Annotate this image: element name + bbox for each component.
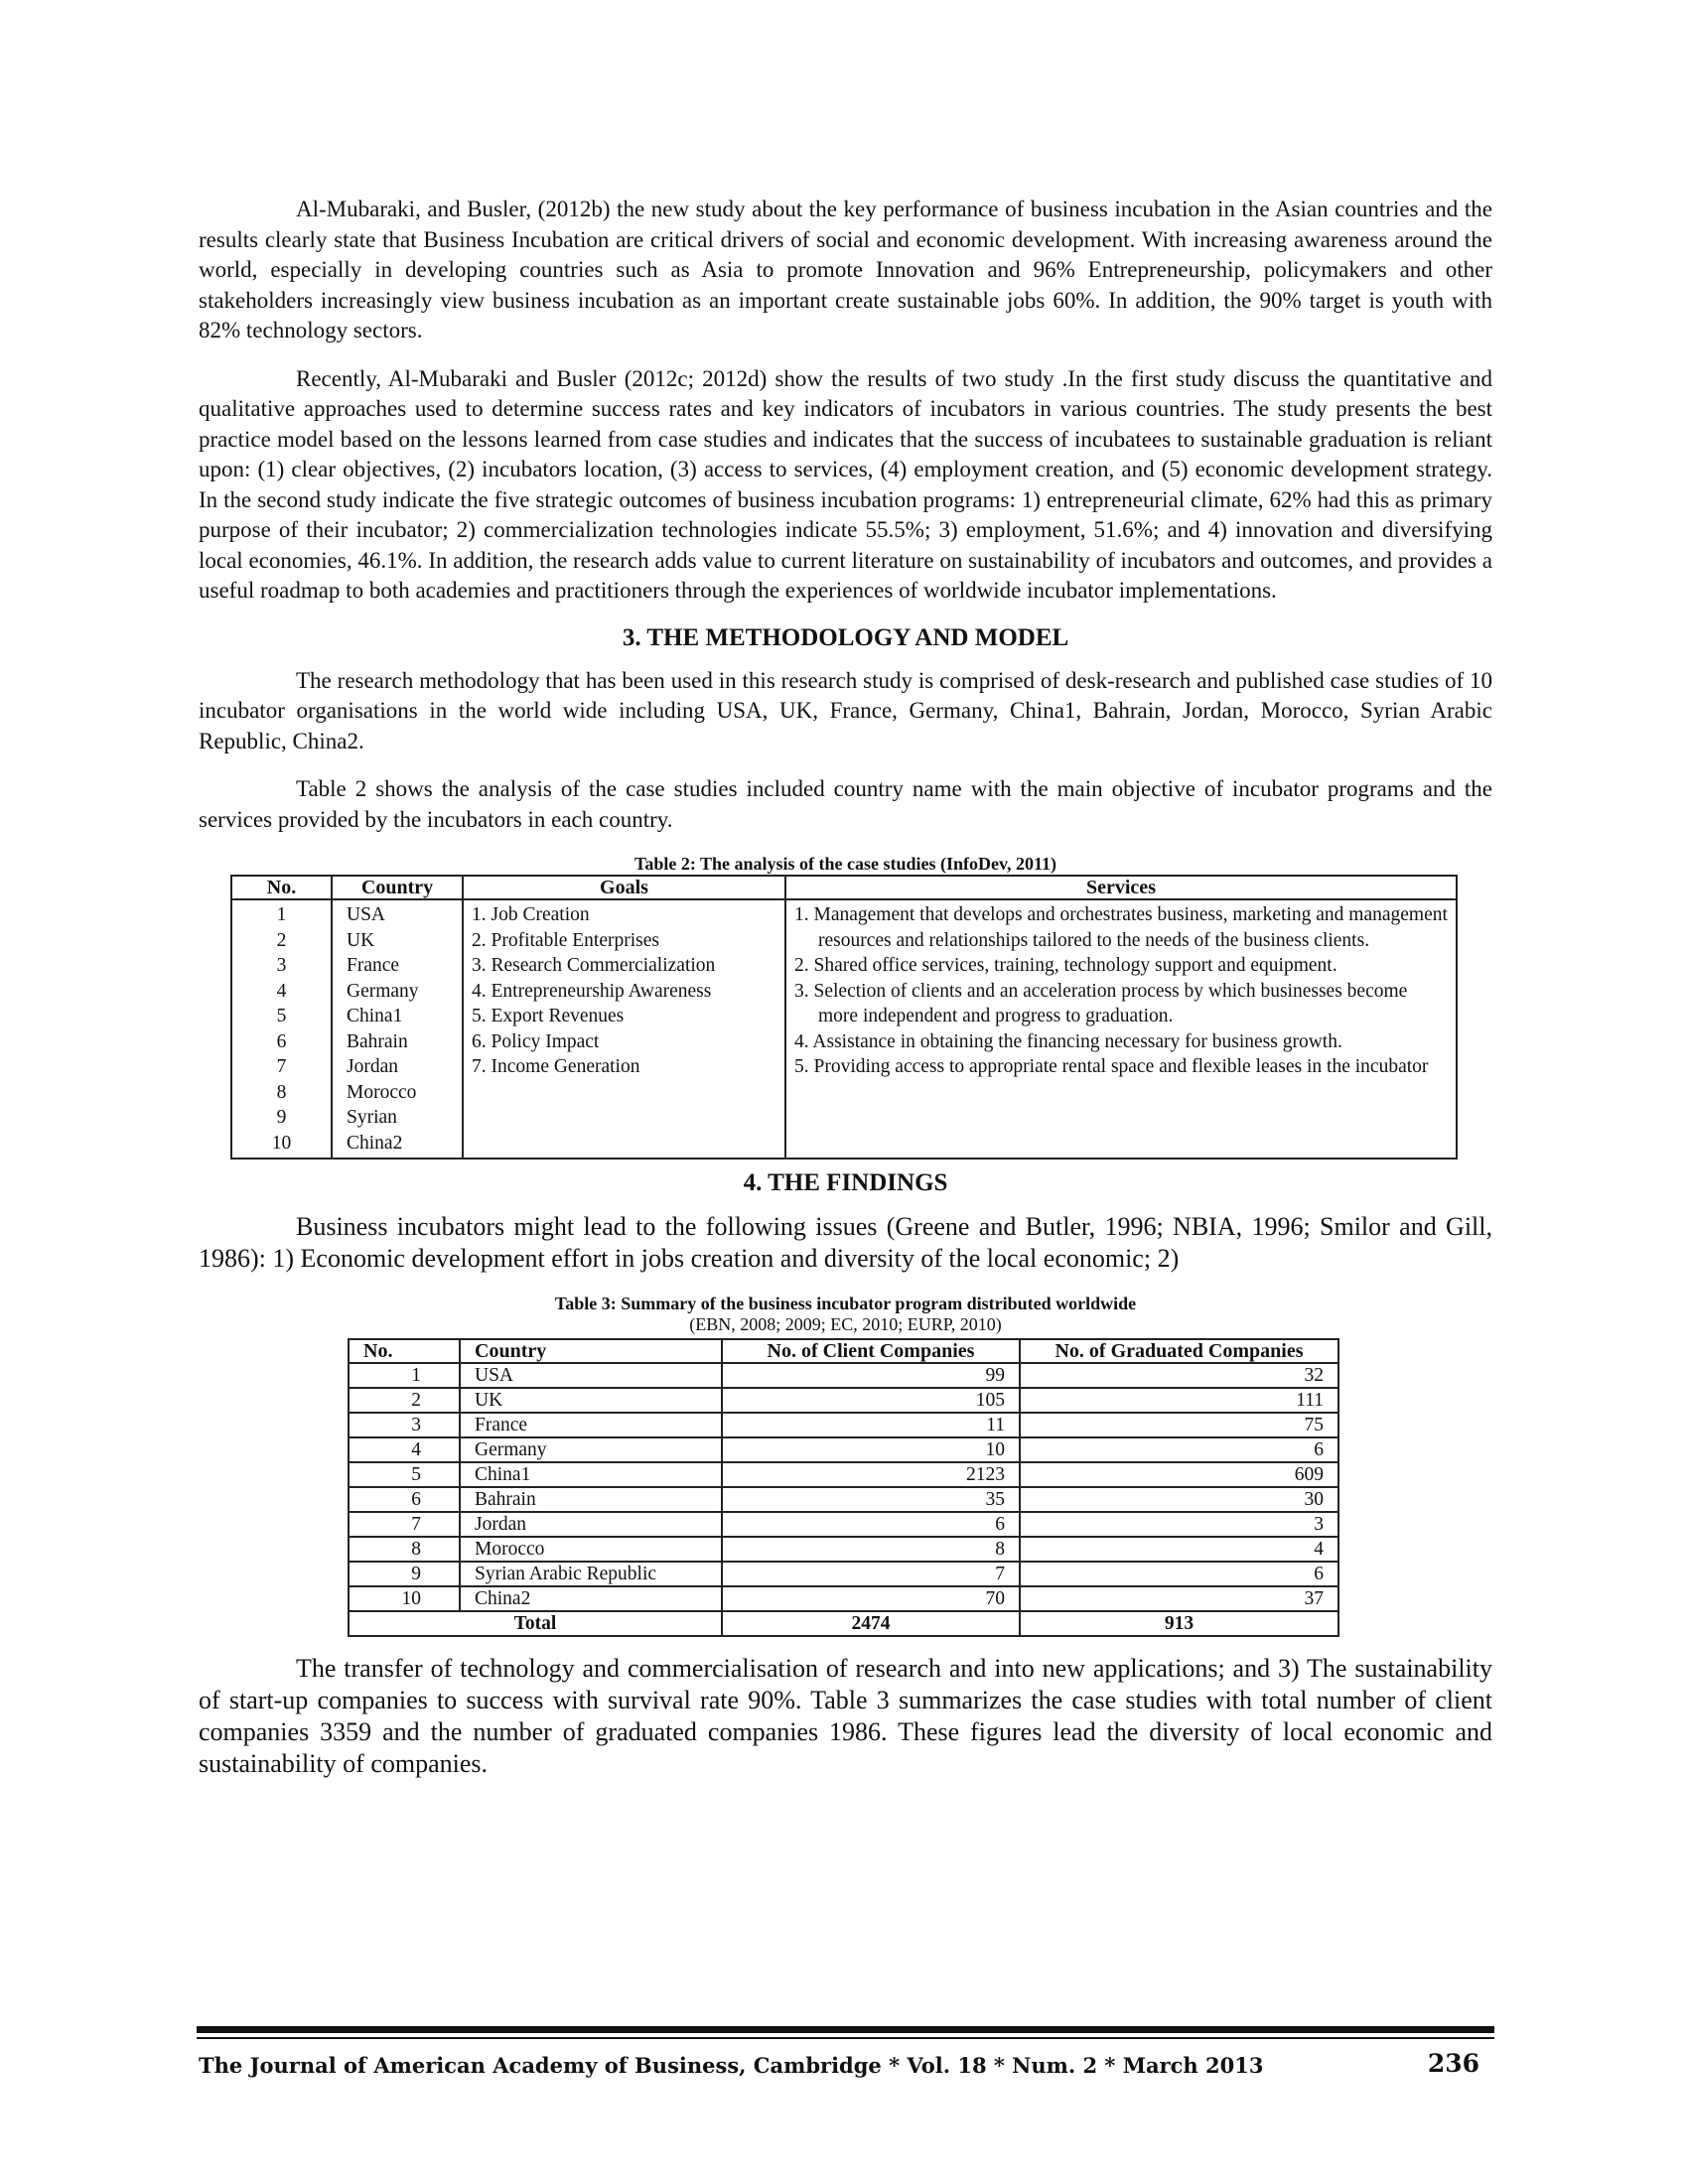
table3-cell-no: 4 xyxy=(349,1437,460,1462)
table3-cell-clients: 7 xyxy=(722,1562,1020,1586)
footer-rule-thick xyxy=(197,2026,1494,2033)
table-row xyxy=(349,1388,1338,1413)
table2-country: Germany xyxy=(347,980,419,1002)
table2-goal: 7. Income Generation xyxy=(472,1056,640,1077)
table3-total-clients: 2474 xyxy=(722,1611,1020,1636)
table3-cell-country: Germany xyxy=(460,1437,722,1462)
table3-cell-no: 6 xyxy=(349,1487,460,1512)
table2-number: 8 xyxy=(276,1081,287,1103)
table3-cell-no: 10 xyxy=(349,1586,460,1611)
table3-total-graduated: 913 xyxy=(1020,1611,1338,1636)
table3-cell-graduated: 30 xyxy=(1020,1487,1338,1512)
table3-cell-clients: 105 xyxy=(722,1388,1020,1413)
table2 xyxy=(230,875,1458,1160)
table3-cell-no: 9 xyxy=(349,1562,460,1586)
table2-number: 3 xyxy=(276,955,287,976)
table-row xyxy=(349,1413,1338,1437)
paragraph-1: Al-Mubaraki, and Busler, (2012b) the new study about the key performance of business incubation in the Asian countries and the results clearly state that Business Incubation are critical drivers of social and economic development. With increasing awareness around the world, especially in developing countries such as Asia to promote Innovation and 96% Entrepreneurship, policymakers and other stakeholders increasingly view business incubation as an important create sustainable jobs 60%. In addition, the 90% target is youth with 82% technology sectors. xyxy=(199,197,1492,342)
table2-country: Morocco xyxy=(347,1081,417,1103)
table-row xyxy=(349,1562,1338,1586)
table2-service: 2. Shared office services, training, technology support and equipment. xyxy=(794,955,1337,976)
table2-header-country: Country xyxy=(332,876,463,899)
page-footer xyxy=(199,2049,1479,2078)
table2-number: 2 xyxy=(276,929,287,951)
table-row xyxy=(349,1462,1338,1487)
table3-cell-graduated: 609 xyxy=(1020,1462,1338,1487)
journal-name: The Journal of American Academy of Business, Cambridge * Vol. 18 * Num. 2 * March 2013 xyxy=(199,2053,1264,2078)
table2-number: 4 xyxy=(276,980,287,1002)
table2-goal: 6. Policy Impact xyxy=(472,1030,600,1052)
table2-goals xyxy=(463,899,785,1159)
page-number: 236 xyxy=(1427,2049,1479,2078)
table2-goal: 3. Research Commercialization xyxy=(472,955,716,976)
table2-country: China1 xyxy=(347,1006,403,1026)
table3-cell-clients: 99 xyxy=(722,1363,1020,1388)
paragraph-4: Table 2 shows the analysis of the case studies included country name with the main objective of incubator programs and the services provided by the incubators in each country. xyxy=(199,776,1492,832)
table3-cell-country: China2 xyxy=(460,1586,722,1611)
table-row xyxy=(349,1437,1338,1462)
table2-country: UK xyxy=(347,929,375,951)
table3-total-label: Total xyxy=(349,1611,722,1636)
table3-cell-graduated: 4 xyxy=(1020,1537,1338,1562)
paragraph-5: Business incubators might lead to the following issues (Greene and Butler, 1996; NBIA, 1996; Smilor and Gill, 1986): 1) Economic development effort in jobs creation and diversity of the local economic; 2) xyxy=(199,1212,1492,1273)
table-row xyxy=(349,1586,1338,1611)
table3-cell-no: 8 xyxy=(349,1537,460,1562)
table-row xyxy=(349,1512,1338,1537)
table3-cell-clients: 10 xyxy=(722,1437,1020,1462)
table3-subcaption: (EBN, 2008; 2009; EC, 2010; EURP, 2010) xyxy=(689,1314,1002,1334)
table2-country: USA xyxy=(347,904,386,925)
footer-rule-thin xyxy=(197,2037,1494,2039)
table3-cell-country: France xyxy=(460,1413,722,1437)
table2-services xyxy=(785,899,1457,1159)
table2-country: China2 xyxy=(347,1132,403,1154)
table3-cell-no: 5 xyxy=(349,1462,460,1487)
table3-cell-clients: 70 xyxy=(722,1586,1020,1611)
table3-cell-no: 7 xyxy=(349,1512,460,1537)
table2-country: France xyxy=(347,955,400,976)
table2-number: 10 xyxy=(271,1132,292,1154)
table2-number: 6 xyxy=(276,1030,287,1052)
table3-body xyxy=(349,1363,1338,1636)
table2-service: 5. Providing access to appropriate rental space and flexible leases in the incubator xyxy=(794,1056,1429,1077)
table3-cell-graduated: 6 xyxy=(1020,1562,1338,1586)
table3-header-country: Country xyxy=(460,1339,722,1363)
table2-number: 9 xyxy=(276,1107,287,1128)
table3-cell-graduated: 32 xyxy=(1020,1363,1338,1388)
table3-cell-country: Morocco xyxy=(460,1537,722,1562)
table3-caption: Table 3: Summary of the business incubator program distributed worldwide xyxy=(554,1294,1137,1313)
table3-cell-clients: 11 xyxy=(722,1413,1020,1437)
table3-cell-graduated: 37 xyxy=(1020,1586,1338,1611)
table3-header-no: No. xyxy=(349,1339,460,1363)
table3-cell-country: Jordan xyxy=(460,1512,722,1537)
table2-countries xyxy=(332,899,463,1159)
table2-country: Syrian xyxy=(347,1107,397,1128)
table3-cell-country: USA xyxy=(460,1363,722,1388)
table2-country: Jordan xyxy=(347,1056,398,1077)
table2-header-services: Services xyxy=(785,876,1457,899)
table2-goal: 4. Entrepreneurship Awareness xyxy=(472,980,712,1002)
table2-country: Bahrain xyxy=(347,1030,408,1052)
table3-cell-clients: 8 xyxy=(722,1537,1020,1562)
table3-header-graduated: No. of Graduated Companies xyxy=(1020,1339,1338,1363)
table3-cell-graduated: 3 xyxy=(1020,1512,1338,1537)
table2-number: 5 xyxy=(276,1006,287,1026)
section-heading-methodology: 3. THE METHODOLOGY AND MODEL xyxy=(622,623,1069,651)
table3-cell-no: 3 xyxy=(349,1413,460,1437)
table3-cell-no: 2 xyxy=(349,1388,460,1413)
table3-cell-clients: 35 xyxy=(722,1487,1020,1512)
table2-numbers xyxy=(231,899,332,1159)
table3-cell-no: 1 xyxy=(349,1363,460,1388)
table3-cell-country: Syrian Arabic Republic xyxy=(460,1562,722,1586)
table3 xyxy=(348,1338,1339,1637)
table2-header-no: No. xyxy=(231,876,332,899)
table3-header-clients: No. of Client Companies xyxy=(722,1339,1020,1363)
table3-cell-country: UK xyxy=(460,1388,722,1413)
table3-cell-clients: 2123 xyxy=(722,1462,1020,1487)
table3-cell-graduated: 111 xyxy=(1020,1388,1338,1413)
table3-cell-clients: 6 xyxy=(722,1512,1020,1537)
table2-goal: 1. Job Creation xyxy=(472,904,590,925)
paragraph-2: Recently, Al-Mubaraki and Busler (2012c; 2012d) show the results of two study .In the first study discuss the quantitative and qualitative approaches used to determine success rates and key indicators of incubators in various countries. The study presents the best practice model based on the lessons learned from case studies and indicates that the success of incubatees to sustainable graduation is reliant upon: (1) clear objectives, (2) incubators location, (3) access to services, (4) employment creation, and (5) economic development strategy. In the second study indicate the five strategic outcomes of business incubation programs: 1) entrepreneurial climate, 62% had this as primary purpose of their incubator; 2) commercialization technologies indicate 55.5%; 3) employment, 51.6%; and 4) innovation and diversifying local economies, 46.1%. In addition, the research adds value to current literature on sustainability of incubators and outcomes, and provides a useful roadmap to both academies and practitioners through the experiences of worldwide incubator implementations. xyxy=(199,365,1492,603)
table2-header-goals: Goals xyxy=(463,876,785,899)
table2-service: 3. Selection of clients and an acceleration process by which businesses become more independent and progress to graduation. xyxy=(794,980,1408,1026)
table2-service: 4. Assistance in obtaining the financing necessary for business growth. xyxy=(794,1030,1342,1052)
table3-cell-country: China1 xyxy=(460,1462,722,1487)
table2-caption: Table 2: The analysis of the case studies (InfoDev, 2011) xyxy=(633,854,1057,874)
table2-goal: 5. Export Revenues xyxy=(472,1006,625,1026)
table2-number: 7 xyxy=(276,1056,287,1077)
table2-number: 1 xyxy=(276,904,287,925)
page-content xyxy=(199,195,1492,1798)
table3-total-row xyxy=(349,1611,1338,1636)
table-row xyxy=(349,1537,1338,1562)
table2-service: 1. Management that develops and orchestrates business, marketing and management resources and relationships tailored to the needs of the business clients. xyxy=(794,904,1448,951)
table2-goal: 2. Profitable Enterprises xyxy=(472,929,659,951)
paragraph-3: The research methodology that has been used in this research study is comprised of desk-research and published case studies of 10 incubator organisations in the world wide including USA, UK, France, Germany, China1, Bahrain, Jordan, Morocco, Syrian Arabic Republic, China2. xyxy=(199,667,1492,753)
table3-cell-graduated: 6 xyxy=(1020,1437,1338,1462)
table3-cell-graduated: 75 xyxy=(1020,1413,1338,1437)
section-heading-findings: 4. THE FINDINGS xyxy=(743,1169,948,1196)
table-row xyxy=(349,1363,1338,1388)
table3-cell-country: Bahrain xyxy=(460,1487,722,1512)
paragraph-6: The transfer of technology and commercialisation of research and into new applications; and 3) The sustainability of start-up companies to success with survival rate 90%. Table 3 summarizes the case studies with total number of client companies 3359 and the number of graduated companies 1986. These figures lead the diversity of local economic and sustainability of companies. xyxy=(199,1654,1492,1778)
table-row xyxy=(349,1487,1338,1512)
